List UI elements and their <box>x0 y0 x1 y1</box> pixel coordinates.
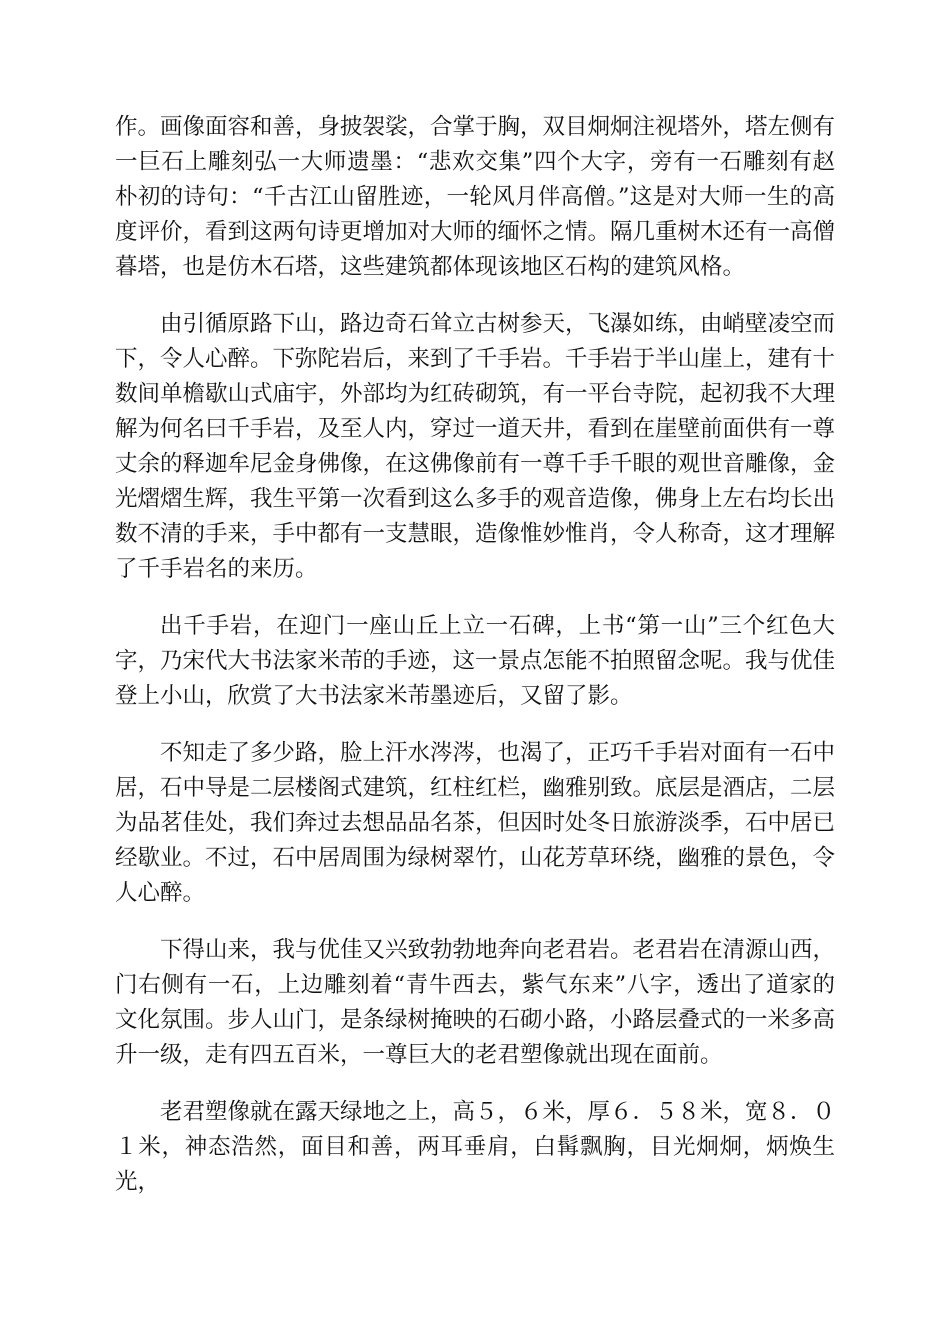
paragraph-3: 出千手岩，在迎门一座山丘上立一石碑，上书“第一山”三个红色大字，乃宋代大书法家米芾的手迹，这一景点怎能不拍照留念呢。我与优佳登上小山，欣赏了大书法家米芾墨迹后，又留了影。 <box>115 613 836 709</box>
paragraph-1: 作。画像面容和善，身披袈裟，合掌于胸，双目炯炯注视塔外，塔左侧有一巨石上雕刻弘一大师遗墨：“悲欢交集”四个大字，旁有一石雕刻有赵朴初的诗句：“千古江山留胜迹，一轮风月伴高僧。”这是对大师一生的高度评价，看到这两句诗更增加对大师的缅怀之情。隔几重树木还有一高僧暮塔，也是仿木石塔，这些建筑都体现该地区石构的建筑风格。 <box>115 114 836 280</box>
paragraph-5: 下得山来，我与优佳又兴致勃勃地奔向老君岩。老君岩在清源山西，门右侧有一石，上边雕刻着“青牛西去，紫气东来”八字，透出了道家的文化氛围。步人山门，是条绿树掩映的石砌小路，小路层叠式的一米多高升一级，走有四五百米，一尊巨大的老君塑像就出现在面前。 <box>115 937 836 1068</box>
paragraph-6: 老君塑像就在露天绿地之上，高５，６米，厚６．５８米，宽８．０１米，神态浩然，面目和善，两耳垂肩，白髯飘胸，目光炯炯，炳焕生光， <box>115 1099 836 1195</box>
paragraph-2: 由引循原路下山，路边奇石耸立古树参天，飞瀑如练，由峭壁凌空而下，令人心醉。下弥陀岩后，来到了千手岩。千手岩于半山崖上，建有十数间单檐歇山式庙宇，外部均为红砖砌筑，有一平台寺院，起初我不大理解为何名曰千手岩，及至人内，穿过一道天井，看到在崖壁前面供有一尊丈余的释迦牟尼金身佛像，在这佛像前有一尊千手千眼的观世音雕像，金光熠熠生辉，我生平第一次看到这么多手的观音造像，佛身上左右均长出数不清的手来，手中都有一支慧眼，造像惟妙惟肖，令人称奇，这才理解了千手岩名的来历。 <box>115 311 836 582</box>
paragraph-4: 不知走了多少路，脸上汗水涔涔，也渴了，正巧千手岩对面有一石中居，石中导是二层楼阁式建筑，红柱红栏，幽雅别致。底层是酒店，二层为品茗佳处，我们奔过去想品品名茶，但因时处冬日旅游淡季，石中居已经歇业。不过，石中居周围为绿树翠竹，山花芳草环绕，幽雅的景色，令人心醉。 <box>115 740 836 906</box>
document-page <box>115 110 835 1222</box>
